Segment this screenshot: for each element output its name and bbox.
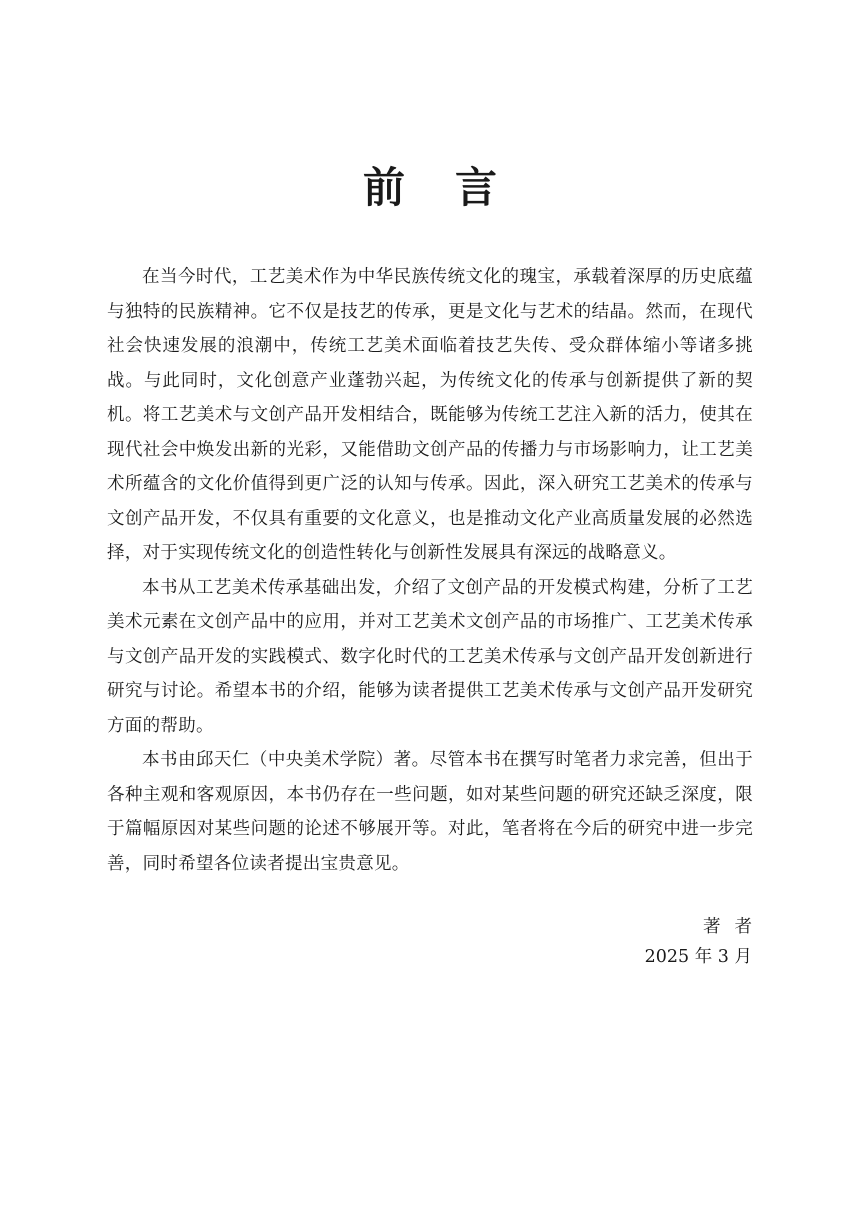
preface-body bbox=[107, 260, 753, 881]
title-char-1: 前 bbox=[362, 163, 405, 212]
paragraph-1: 在当今时代，工艺美术作为中华民族传统文化的瑰宝，承载着深厚的历史底蕴与独特的民族精神。它不仅是技艺的传承，更是文化与艺术的结晶。然而，在现代社会快速发展的浪潮中，传统工艺美术面临着技艺失传、受众群体缩小等诸多挑战。与此同时，文化创意产业蓬勃兴起，为传统文化的传承与创新提供了新的契机。将工艺美术与文创产品开发相结合，既能够为传统工艺注入新的活力，使其在现代社会中焕发出新的光彩，又能借助文创产品的传播力与市场影响力，让工艺美术所蕴含的文化价值得到更广泛的认知与传承。因此，深入研究工艺美术的传承与文创产品开发，不仅具有重要的文化意义，也是推动文化产业高质量发展的必然选择，对于实现传统文化的创造性转化与创新性发展具有深远的战略意义。 bbox=[107, 267, 753, 563]
paragraph-2: 本书从工艺美术传承基础出发，介绍了文创产品的开发模式构建，分析了工艺美术元素在文创产品中的应用，并对工艺美术文创产品的市场推广、工艺美术传承与文创产品开发的实践模式、数字化时代的工艺美术传承与文创产品开发创新进行研究与讨论。希望本书的介绍，能够为读者提供工艺美术传承与文创产品开发研究方面的帮助。 bbox=[107, 577, 753, 736]
signature-date: 2025 年 3 月 bbox=[644, 947, 752, 967]
signature-author: 著者 bbox=[703, 917, 766, 937]
title-char-2: 言 bbox=[455, 163, 498, 212]
page-title bbox=[0, 162, 860, 214]
paragraph-3: 本书由邱天仁（中央美术学院）著。尽管本书在撰写时笔者力求完善，但出于各种主观和客观原因，本书仍存在一些问题，如对某些问题的研究还缺乏深度，限于篇幅原因对某些问题的论述不够展开等。对此，笔者将在今后的研究中进一步完善，同时希望各位读者提出宝贵意见。 bbox=[107, 750, 753, 874]
